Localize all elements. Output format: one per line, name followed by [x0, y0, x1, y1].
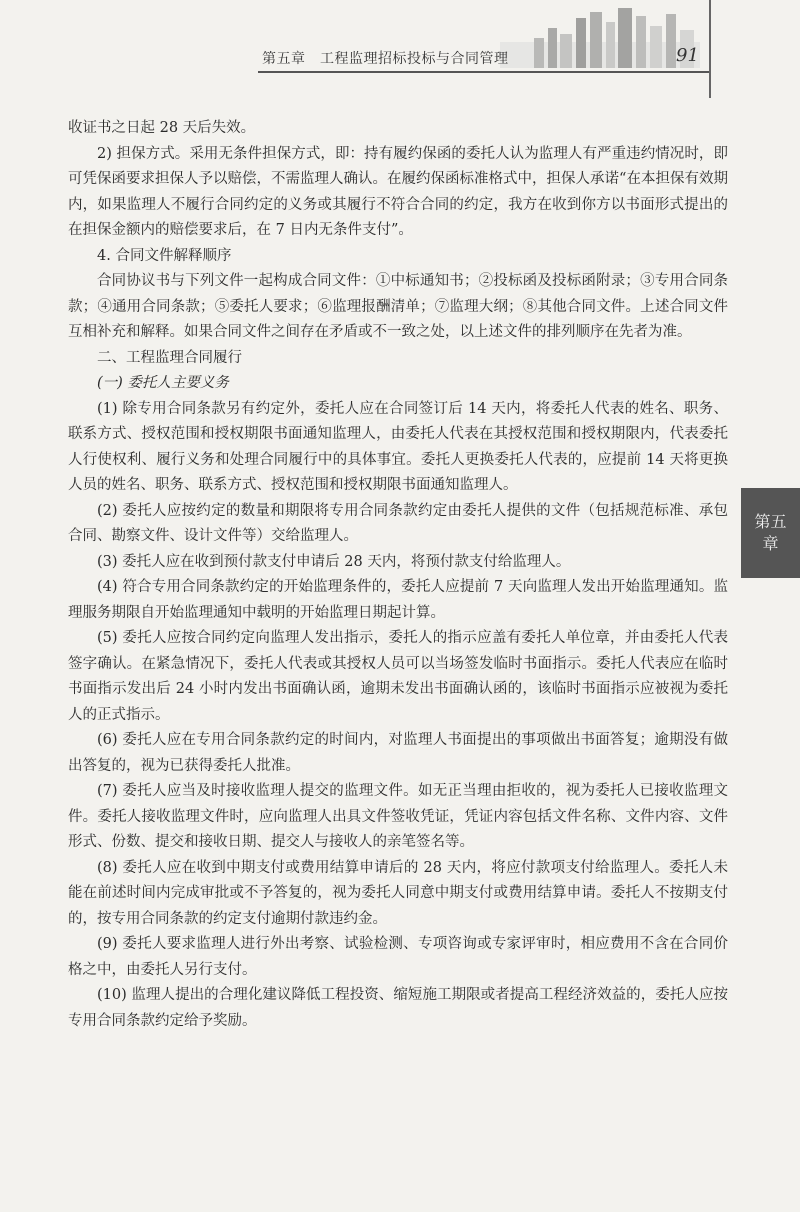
- paragraph: (8) 委托人应在收到中期支付或费用结算申请后的 28 天内，将应付款项支付给监理人。委托人未能在前述时间内完成审批或不予答复的，视为委托人同意中期支付或费用结算申请。委托人不按期支付的，按专用合同条款的约定支付逾期付款违约金。: [68, 859, 728, 927]
- paragraph: (9) 委托人要求监理人进行外出考察、试验检测、专项咨询或专家评审时，相应费用不含在合同价格之中，由委托人另行支付。: [68, 936, 728, 978]
- page-number: 91: [676, 45, 699, 66]
- paragraph: 二、工程监理合同履行: [97, 349, 242, 366]
- header-rule: [258, 71, 710, 73]
- paragraph: 2) 担保方式。采用无条件担保方式，即：持有履约保函的委托人认为监理人有严重违约情况时，即可凭保函要求担保人予以赔偿，不需监理人确认。在履约保函标准格式中，担保人承诺“在本担保有效期内，如果监理人不履行合同约定的义务或其履行不符合合同的约定，我方在收到你方以书面形式提出的在担保金额内的赔偿要求后，在 7 日内无条件支付”。: [68, 145, 728, 238]
- paragraph: 4. 合同文件解释顺序: [97, 247, 232, 264]
- paragraph: (6) 委托人应在专用合同条款约定的时间内，对监理人书面提出的事项做出书面答复；逾期没有做出答复的，视为已获得委托人批准。: [68, 732, 728, 774]
- paragraph: (5) 委托人应按合同约定向监理人发出指示，委托人的指示应盖有委托人单位章，并由委托人代表签字确认。在紧急情况下，委托人代表或其授权人员可以当场签发临时书面指示。委托人代表应在临时书面指示发出后 24 小时内发出书面确认函，逾期未发出书面确认函的，该临时书面指示应被视为委托人的正式指示。: [68, 630, 728, 723]
- paragraph: (3) 委托人应在收到预付款支付申请后 28 天内，将预付款支付给监理人。: [97, 553, 571, 570]
- page-header: [0, 0, 800, 80]
- paragraph: (2) 委托人应按约定的数量和期限将专用合同条款约定由委托人提供的文件（包括规范标准、承包合同、勘察文件、设计文件等）交给监理人。: [68, 502, 728, 544]
- paragraph: (1) 除专用合同条款另有约定外，委托人应在合同签订后 14 天内，将委托人代表的姓名、职务、联系方式、授权范围和授权期限书面通知监理人，由委托人代表在其授权范围和授权期限内，代表委托人行使权利、履行义务和处理合同履行中的具体事宜。委托人更换委托人代表的，应提前 14 天将更换人员的姓名、职务、联系方式、授权范围和授权期限书面通知监理人。: [68, 400, 728, 493]
- running-head-chapter-title: 第五章 工程监理招标投标与合同管理: [262, 51, 509, 67]
- paragraph: (10) 监理人提出的合理化建议降低工程投资、缩短施工期限或者提高工程经济效益的，委托人应按专用合同条款约定给予奖励。: [68, 987, 728, 1029]
- chapter-side-tab: 第五章: [741, 488, 800, 578]
- paragraph: (4) 符合专用合同条款约定的开始监理条件的，委托人应提前 7 天向监理人发出开始监理通知。监理服务期限自开始监理通知中载明的开始监理日期起计算。: [68, 579, 728, 621]
- paragraph: 合同协议书与下列文件一起构成合同文件：①中标通知书；②投标函及投标函附录；③专用合同条款；④通用合同条款；⑤委托人要求；⑥监理报酬清单；⑦监理大纲；⑧其他合同文件。上述合同文件互相补充和解释。如果合同文件之间存在矛盾或不一致之处，以上述文件的排列顺序在先者为准。: [68, 273, 728, 340]
- header-vertical-rule: [709, 0, 711, 98]
- body-text: [68, 116, 728, 1034]
- buildings-header-graphic: [500, 8, 700, 68]
- paragraph: 收证书之日起 28 天后失效。: [68, 120, 256, 136]
- paragraph: (7) 委托人应当及时接收监理人提交的监理文件。如无正当理由拒收的，视为委托人已接收监理文件。委托人接收监理文件时，应向监理人出具文件签收凭证，凭证内容包括文件名称、文件内容、文件形式、份数、提交和接收日期、提交人与接收人的亲笔签名等。: [68, 783, 728, 850]
- paragraph: (一) 委托人主要义务: [97, 375, 229, 391]
